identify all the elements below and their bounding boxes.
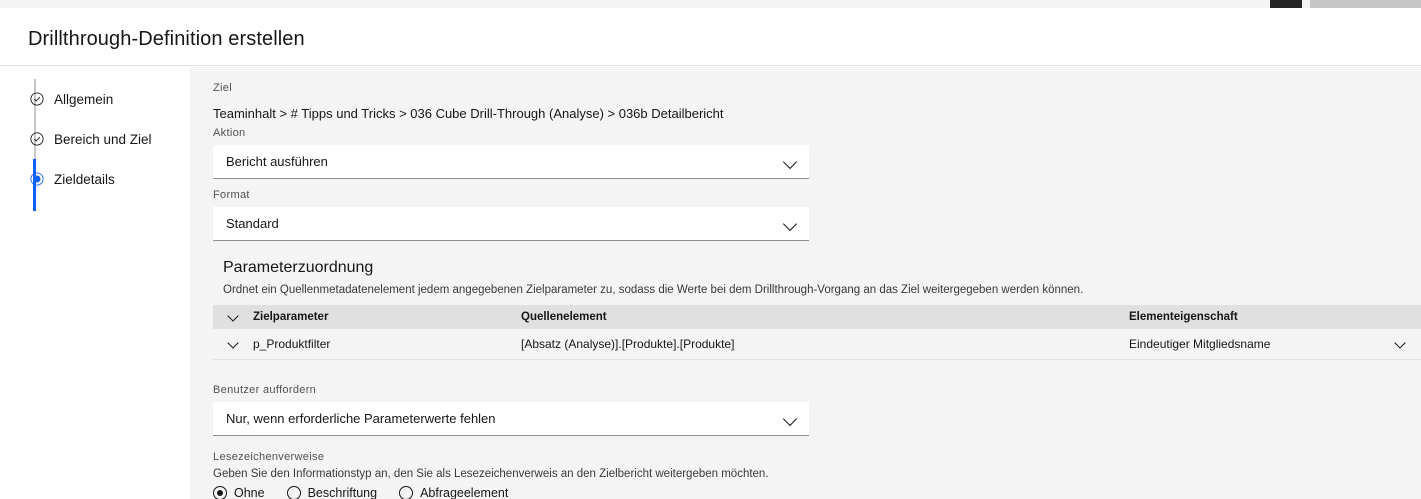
action-select[interactable] bbox=[213, 145, 809, 179]
bookmark-radio-group bbox=[213, 486, 508, 499]
bookmark-radio-ohne[interactable] bbox=[213, 486, 265, 499]
cell-zielparameter: p_Produktfilter bbox=[253, 337, 331, 351]
format-select-value: Standard bbox=[226, 216, 279, 231]
parameter-mapping-table bbox=[213, 305, 1421, 360]
prompt-user-select[interactable] bbox=[213, 402, 809, 436]
wizard-content-panel bbox=[190, 67, 1421, 499]
radio-icon bbox=[213, 486, 227, 499]
chevron-down-icon bbox=[785, 219, 795, 229]
column-header-zielparameter: Zielparameter bbox=[253, 311, 329, 323]
prompt-user-select-value: Nur, wenn erforderliche Parameterwerte fehlen bbox=[226, 411, 496, 426]
bookmark-radio-abfrageelement[interactable] bbox=[399, 486, 508, 499]
radio-icon bbox=[287, 486, 301, 499]
page-title: Drillthrough-Definition erstellen bbox=[28, 28, 305, 50]
sidebar-item-label: Bereich und Ziel bbox=[54, 131, 152, 147]
action-label: Aktion bbox=[213, 127, 246, 139]
table-row[interactable] bbox=[213, 329, 1421, 360]
parameter-mapping-title: Parameterzuordnung bbox=[223, 259, 374, 276]
parameter-mapping-description: Ordnet ein Quellenmetadatenelement jedem angegebenen Zielparameter zu, sodass die Werte bei dem Drillthrough-Vorgang an das Ziel weitergegeben werden können. bbox=[223, 284, 1084, 296]
radio-filled-icon bbox=[30, 172, 44, 186]
format-label: Format bbox=[213, 189, 250, 201]
action-select-value: Bericht ausführen bbox=[226, 154, 328, 169]
column-header-elementeigenschaft: Elementeigenschaft bbox=[1129, 311, 1238, 323]
bookmark-label: Lesezeichenverweise bbox=[213, 451, 325, 463]
cell-elementeigenschaft: Eindeutiger Mitgliedsname bbox=[1129, 337, 1271, 351]
top-strip-grey-block bbox=[1310, 0, 1421, 8]
format-select[interactable] bbox=[213, 207, 809, 241]
check-circle-icon bbox=[30, 132, 44, 146]
chevron-down-icon bbox=[785, 157, 795, 167]
bookmark-radio-label: Abfrageelement bbox=[420, 486, 509, 499]
radio-icon bbox=[399, 486, 413, 499]
target-breadcrumb: Teaminhalt > # Tipps und Tricks > 036 Cube Drill-Through (Analyse) > 036b Detailbericht bbox=[213, 106, 724, 121]
top-strip-dark-block bbox=[1270, 0, 1302, 8]
bookmark-radio-label: Beschriftung bbox=[307, 486, 378, 499]
bookmark-radio-label: Ohne bbox=[234, 486, 265, 499]
prompt-user-label: Benutzer auffordern bbox=[213, 384, 317, 396]
table-header-row bbox=[213, 305, 1421, 329]
expand-all-toggle[interactable] bbox=[213, 315, 253, 320]
cell-quellenelement: [Absatz (Analyse)].[Produkte].[Produkte] bbox=[521, 337, 735, 351]
bookmark-radio-beschriftung[interactable] bbox=[287, 486, 377, 499]
sidebar-item-label: Allgemein bbox=[54, 91, 114, 107]
elementeigenschaft-dropdown-icon[interactable] bbox=[1379, 342, 1421, 347]
bookmark-description: Geben Sie den Informationstyp an, den Sie als Lesezeichenverweis an den Zielbericht weitergeben möchten. bbox=[213, 468, 769, 480]
dialog-header bbox=[0, 8, 1421, 66]
sidebar-item-label: Zieldetails bbox=[54, 171, 115, 187]
check-circle-icon bbox=[30, 92, 44, 106]
target-label: Ziel bbox=[213, 82, 233, 94]
wizard-sidebar bbox=[0, 67, 190, 499]
column-header-quellenelement: Quellenelement bbox=[521, 311, 607, 323]
chevron-down-icon bbox=[785, 414, 795, 424]
window-top-strip bbox=[0, 0, 1421, 8]
row-expand-toggle[interactable] bbox=[213, 342, 253, 347]
